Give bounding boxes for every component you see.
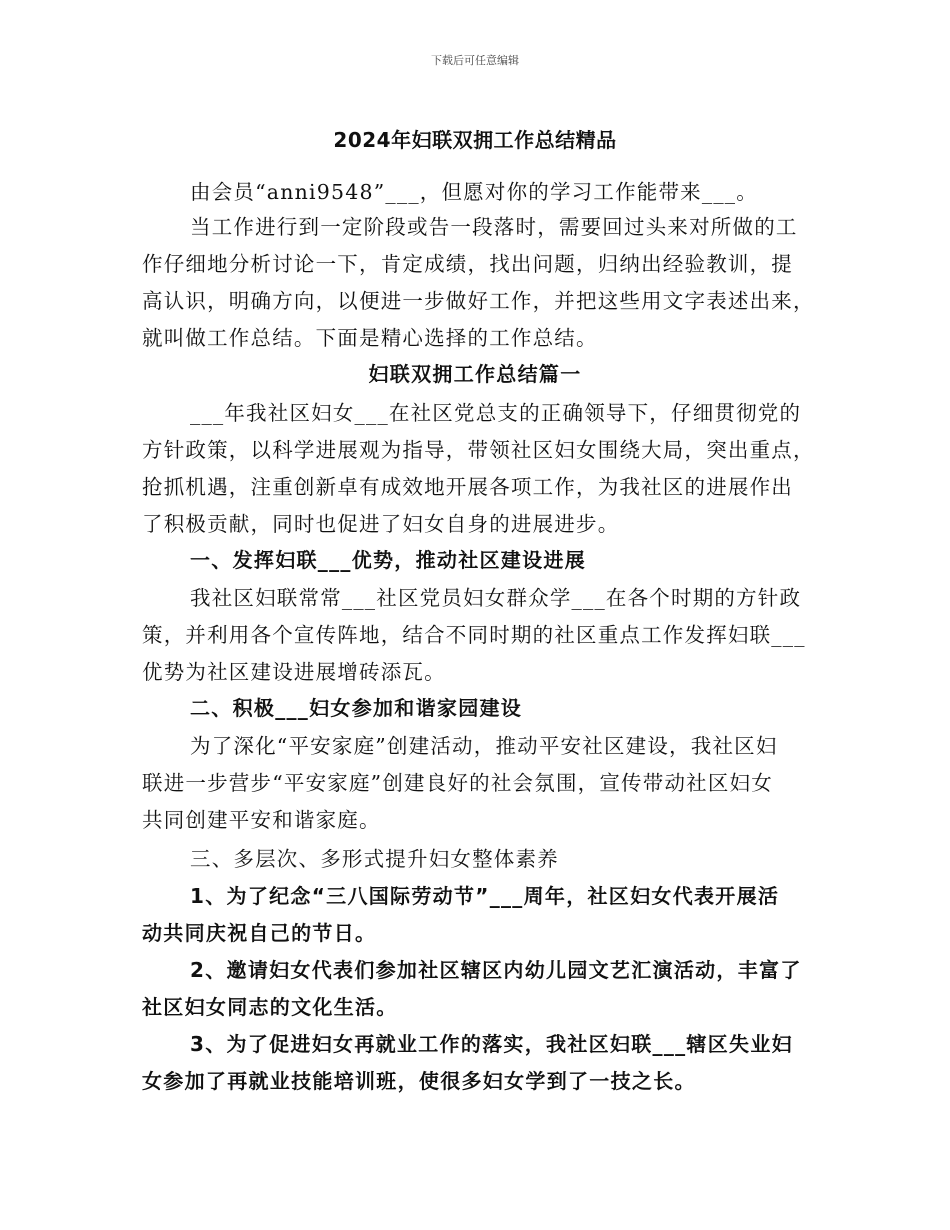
list-item: 3、为了促进妇女再就业工作的落实，我社区妇联___辖区失业妇 <box>190 1032 793 1056</box>
list-item: 社区妇女同志的文化生活。 <box>142 995 398 1019</box>
intro-line: 作仔细地分析讨论一下，肯定成绩，找出问题，归纳出经验教训，提 <box>142 252 793 276</box>
document-title: 2024年妇联双拥工作总结精品 <box>333 128 617 152</box>
paragraph-line: 我社区妇联常常___社区党员妇女群众学___在各个时期的方针政 <box>190 586 802 610</box>
heading-two: 二、积极___妇女参加和谐家园建设 <box>190 696 523 720</box>
paragraph-line: ___年我社区妇女___在社区党总支的正确领导下，仔细贯彻党的 <box>190 401 802 425</box>
section-title: 妇联双拥工作总结篇一 <box>368 362 582 386</box>
heading-one: 一、发挥妇联___优势，推动社区建设进展 <box>190 548 586 572</box>
paragraph-line: 了积极贡献，同时也促进了妇女自身的进展进步。 <box>142 512 620 536</box>
header-note: 下载后可任意编辑 <box>431 54 519 67</box>
list-item: 女参加了再就业技能培训班，使很多妇女学到了一技之长。 <box>142 1069 696 1093</box>
list-item: 1、为了纪念“三八国际劳动节”___周年，社区妇女代表开展活 <box>190 884 780 908</box>
list-item: 动共同庆祝自己的节日。 <box>142 921 377 945</box>
intro-line: 高认识，明确方向，以便进一步做好工作，并把这些用文字表述出来， <box>142 289 815 313</box>
paragraph-line: 策，并利用各个宣传阵地，结合不同时期的社区重点工作发挥妇联___ <box>142 623 806 647</box>
paragraph-line: 共同创建平安和谐家庭。 <box>142 808 381 832</box>
list-item: 2、邀请妇女代表们参加社区辖区内幼儿园文艺汇演活动，丰富了 <box>190 958 802 982</box>
paragraph-line: 为了深化“平安家庭”创建活动，推动平安社区建设，我社区妇 <box>190 734 778 758</box>
paragraph-line: 方针政策，以科学进展观为指导，带领社区妇女围绕大局，突出重点， <box>142 438 815 462</box>
intro-line: 当工作进行到一定阶段或告一段落时，需要回过头来对所做的工 <box>190 215 798 239</box>
paragraph-line: 联进一步营步“平安家庭”创建良好的社会氛围，宣传带动社区妇女 <box>142 771 773 795</box>
heading-three: 三、多层次、多形式提升妇女整体素养 <box>190 847 559 871</box>
paragraph-line: 优势为社区建设进展增砖添瓦。 <box>142 660 446 684</box>
paragraph-line: 抢抓机遇，注重创新卓有成效地开展各项工作，为我社区的进展作出 <box>142 475 793 499</box>
intro-line: 就叫做工作总结。下面是精心选择的工作总结。 <box>142 326 598 350</box>
intro-line: 由会员“anni9548”___，但愿对你的学习工作能带来___。 <box>190 180 758 204</box>
